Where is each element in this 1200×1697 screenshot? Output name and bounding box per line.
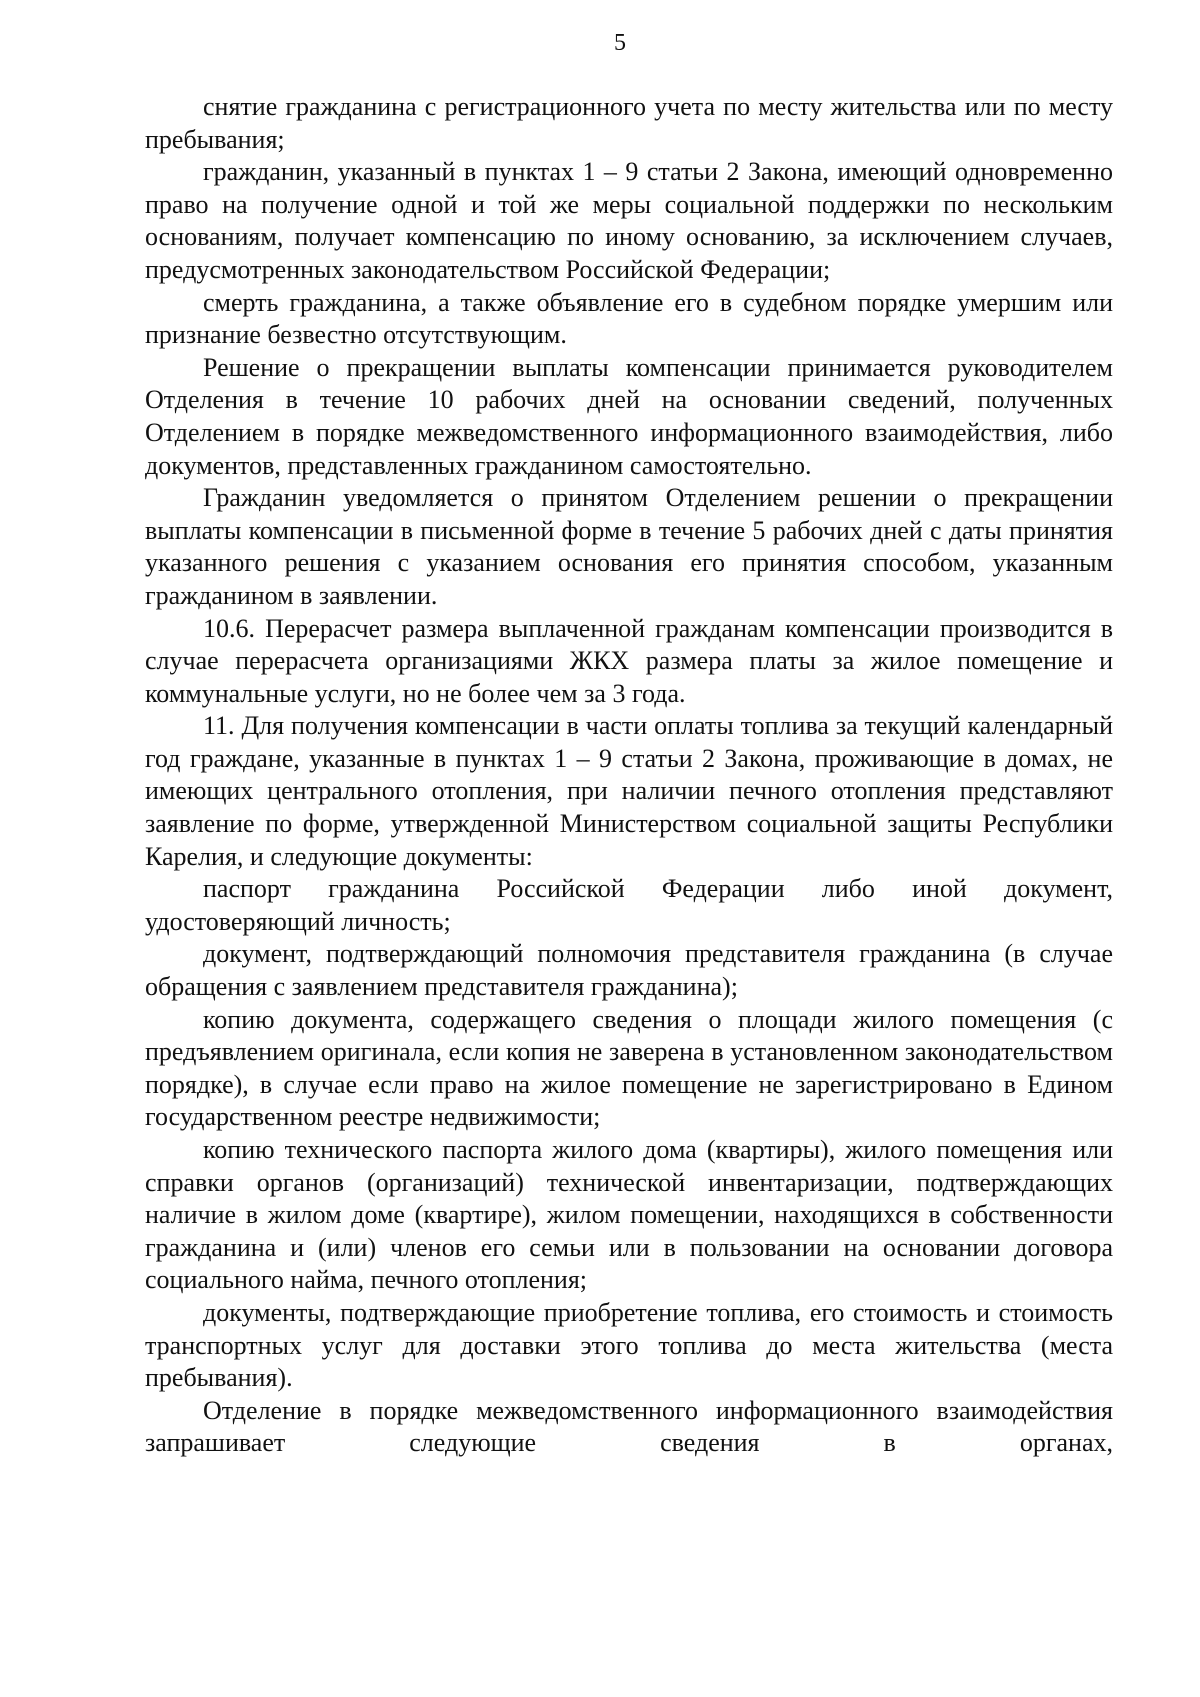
paragraph-interagency-request: Отделение в порядке межведомственного информационного взаимодействия запрашивает следующие сведения в органах, — [145, 1395, 1113, 1458]
paragraph-multiple-grounds: гражданин, указанный в пунктах 1 – 9 статьи 2 Закона, имеющий одновременно право на получение одной и той же меры социальной поддержки по нескольким основаниям, получает компенсацию по иному основанию, за исключением случаев, предусмотренных законодательством Российской Федерации; — [145, 157, 1113, 284]
page-number: 5 — [614, 30, 626, 56]
paragraph-representative-document: документ, подтверждающий полномочия представителя гражданина (в случае обращения с заявлением представителя гражданина); — [145, 939, 1113, 1002]
paragraph-death: смерть гражданина, а также объявление его в судебном порядке умершим или признание безвестно отсутствующим. — [145, 287, 1113, 350]
paragraph-passport: паспорт гражданина Российской Федерации либо иной документ, удостоверяющий личность; — [145, 874, 1113, 936]
paragraph-deregistration: снятие гражданина с регистрационного учета по месту жительства или по месту пребывания; — [145, 92, 1113, 154]
document-body — [145, 91, 1113, 1460]
paragraph-area-document: копию документа, содержащего сведения о площади жилого помещения (с предъявлением оригинала, если копия не заверена в установленном законодательством порядке), в случае если право на жилое помещение не зарегистрировано в Едином государственном реестре недвижимости; — [145, 1004, 1113, 1132]
paragraph-11: 11. Для получения компенсации в части оплаты топлива за текущий календарный год граждане, указанные в пунктах 1 – 9 статьи 2 Закона, проживающие в домах, не имеющих центрального отопления, при наличии печного отопления представляют заявление по форме, утвержденной Министерством социальной защиты Республики Карелия, и следующие документы: — [145, 711, 1113, 871]
paragraph-10-6: 10.6. Перерасчет размера выплаченной гражданам компенсации производится в случае перерасчета организациями ЖКХ размера платы за жилое помещение и коммунальные услуги, но не более чем за 3 года. — [145, 613, 1113, 708]
paragraph-fuel-documents: документы, подтверждающие приобретение топлива, его стоимость и стоимость транспортных услуг для доставки этого топлива до места жительства (места пребывания). — [145, 1297, 1113, 1393]
paragraph-technical-passport: копию технического паспорта жилого дома (квартиры), жилого помещения или справки органов (организаций) технической инвентаризации, подтверждающих наличие в жилом доме (квартире), жилом помещении, находящихся в собственности гражданина и (или) членов его семьи или в пользовании на основании договора социального найма, печного отопления; — [145, 1135, 1113, 1295]
paragraph-termination-decision: Решение о прекращении выплаты компенсации принимается руководителем Отделения в течение 10 рабочих дней на основании сведений, полученных Отделением в порядке межведомственного информационного взаимодействия, либо документов, представленных гражданином самостоятельно. — [145, 352, 1113, 480]
paragraph-notification: Гражданин уведомляется о принятом Отделением решении о прекращении выплаты компенсации в письменной форме в течение 5 рабочих дней с даты принятия указанного решения с указанием основания его принятия способом, указанным гражданином в заявлении. — [145, 483, 1113, 610]
